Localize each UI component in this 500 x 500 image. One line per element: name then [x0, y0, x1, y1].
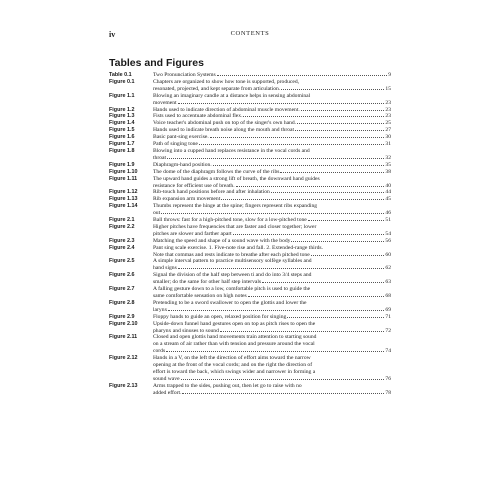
entry-text-line: pitches are slower and farther apart [153, 230, 232, 237]
toc-entry[interactable] [109, 383, 391, 397]
entry-page-number: 46 [385, 210, 391, 217]
entry-text-line: The dome of the diaphragm follows the curve of the ribs [153, 168, 280, 175]
dot-leader [167, 158, 384, 159]
toc-entry[interactable] [109, 245, 391, 259]
entry-caption [153, 203, 391, 217]
entry-page-number: 56 [385, 237, 391, 244]
entry-caption [153, 169, 391, 176]
toc-entry[interactable] [109, 224, 391, 238]
entry-caption [153, 224, 391, 238]
entry-text-line: Matching the speed and shape of a sound wave with the body [153, 237, 291, 244]
entry-label: Figure 2.8 [109, 299, 135, 306]
dot-leader [181, 379, 385, 380]
entry-label: Figure 2.4 [109, 244, 135, 251]
entry-label: Figure 1.9 [109, 161, 135, 168]
figures-list [109, 72, 391, 397]
entry-label: Figure 1.8 [109, 147, 135, 154]
entry-caption [153, 258, 391, 272]
entry-text-line: Rib-touch hand positions before and after inhalation [153, 189, 270, 196]
entry-text-line: Pretending to be a sword swallower to open the glottis and lower the [153, 299, 307, 306]
entry-caption [153, 314, 391, 321]
entry-caption [153, 238, 391, 245]
entry-page-number: 74 [385, 348, 391, 355]
entry-label: Figure 1.4 [109, 120, 135, 127]
entry-caption [153, 162, 391, 169]
toc-entry[interactable] [109, 127, 391, 134]
entry-caption [153, 272, 391, 286]
toc-entry[interactable] [109, 134, 391, 141]
toc-entry[interactable] [109, 238, 391, 245]
entry-caption [153, 334, 391, 355]
dot-leader [291, 241, 384, 242]
entry-label: Figure 2.13 [109, 382, 138, 389]
dot-leader [213, 165, 385, 166]
entry-text-line: opening at the front of the vocal cords; and on the right the direction of [153, 362, 313, 369]
entry-caption [153, 148, 391, 162]
entry-text-line: Basic pant-sing exercise. [153, 134, 209, 141]
entry-text-line: sound wave [153, 375, 180, 382]
entry-page-number: 30 [385, 134, 391, 141]
entry-text-line: Rib expansion arm movement [153, 196, 221, 203]
entry-text-line: Thumbs represent the hinge at the spine; fingers represent ribs expanding [153, 203, 318, 210]
entry-label: Figure 1.5 [109, 127, 135, 134]
entry-label: Figure 2.11 [109, 334, 138, 341]
dot-leader [311, 255, 385, 256]
entry-text-line: Note that commas and rests indicate to breathe after each pitched tone [153, 251, 310, 258]
entry-label: Figure 2.10 [109, 320, 138, 327]
entry-page-number: 71 [385, 313, 391, 320]
entry-text-line: Path of singing tone [153, 141, 198, 148]
toc-entry[interactable] [109, 286, 391, 300]
entry-page-number: 31 [385, 141, 391, 148]
entry-text-line: Blowing into a cupped hand replaces resistance in the vocal cords and [153, 147, 310, 154]
dot-leader [280, 172, 384, 173]
entry-page-number: 78 [385, 389, 391, 396]
entry-text-line: out [153, 210, 161, 217]
entry-text-line: Pant sing scale exercise. 1. Five-note rise and fall. 2. Extended-range thirds. [153, 244, 323, 251]
entry-label: Figure 2.12 [109, 355, 138, 362]
entry-label: Figure 2.5 [109, 258, 135, 265]
toc-entry[interactable] [109, 321, 391, 335]
entry-page-number: 69 [385, 306, 391, 313]
entry-label: Figure 2.3 [109, 237, 135, 244]
entry-text-line: larynx [153, 306, 168, 313]
entry-caption [153, 355, 391, 383]
entry-text-line: resistance for efficient use of breath. [153, 182, 235, 189]
page-header [109, 30, 391, 42]
entry-caption [153, 141, 391, 148]
dot-leader [297, 123, 384, 124]
entry-page-number: 54 [385, 230, 391, 237]
entry-page-number: 35 [385, 161, 391, 168]
entry-label: Figure 2.2 [109, 223, 135, 230]
entry-caption [153, 93, 391, 107]
dot-leader [220, 331, 385, 332]
toc-entry[interactable] [109, 107, 391, 114]
entry-page-number: 62 [385, 265, 391, 272]
entry-text-line: effort is toward the back, which swings wider and narrower in forming a [153, 368, 316, 375]
entry-page-number: 27 [385, 127, 391, 134]
toc-entry[interactable] [109, 258, 391, 272]
entry-text-line: throat [153, 154, 167, 161]
dot-leader [221, 199, 384, 200]
dot-leader [166, 351, 384, 352]
entry-caption [153, 72, 391, 79]
toc-entry[interactable] [109, 203, 391, 217]
entry-page-number: 25 [385, 120, 391, 127]
entry-page-number: 23 [385, 113, 391, 120]
entry-page-number: 44 [385, 189, 391, 196]
toc-entry[interactable] [109, 300, 391, 314]
dot-leader [178, 103, 385, 104]
entry-caption [153, 383, 391, 397]
entry-text-line: pharynx and sinuses to sound [153, 327, 219, 334]
entry-page-number: 76 [385, 375, 391, 382]
dot-leader [281, 89, 384, 90]
toc-entry[interactable] [109, 162, 391, 169]
entry-text-line: Floppy hands to guide an open, relaxed position for singing [153, 313, 287, 320]
toc-entry[interactable] [109, 72, 391, 79]
toc-entry[interactable] [109, 141, 391, 148]
dot-leader [161, 213, 384, 214]
entry-label: Figure 1.14 [109, 203, 138, 210]
entry-label: Figure 2.9 [109, 313, 135, 320]
dot-leader [233, 234, 385, 235]
entry-label: Figure 1.11 [109, 175, 138, 182]
dot-leader [210, 137, 385, 138]
entry-text-line: Chapters are organized to show how tone is supported, produced, [153, 78, 300, 85]
entry-label: Figure 1.1 [109, 92, 135, 99]
entry-text-line: Arms trapped to the sides, pushing out, then let go to raise with no [153, 382, 302, 389]
toc-entry[interactable] [109, 79, 391, 93]
page-number: iv [109, 30, 116, 39]
entry-label: Figure 1.12 [109, 189, 138, 196]
toc-entry[interactable] [109, 355, 391, 383]
dot-leader [262, 282, 384, 283]
dot-leader [182, 393, 384, 394]
entry-text-line: Blowing an imaginary candle at a distance helps in sensing abdominal [153, 92, 311, 99]
entry-caption [153, 189, 391, 196]
entry-caption [153, 217, 391, 224]
dot-leader [217, 75, 388, 76]
entry-page-number: 72 [385, 327, 391, 334]
entry-text-line: Higher pitches have frequencies that are faster and closer together; lower [153, 223, 317, 230]
dot-leader [199, 144, 385, 145]
toc-entry[interactable] [109, 169, 391, 176]
entry-caption [153, 245, 391, 259]
entry-caption [153, 120, 391, 127]
entry-page-number: 60 [385, 251, 391, 258]
entry-page-number: 68 [385, 293, 391, 299]
entry-label: Figure 2.6 [109, 272, 135, 279]
entry-caption [153, 321, 391, 335]
entry-text-line: Two Pronunciation Systems [153, 72, 216, 78]
entry-text-line: hand signs [153, 265, 177, 272]
entry-text-line: smaller; do the same for other half step intervals [153, 279, 262, 286]
section-title: Tables and Figures [109, 57, 204, 69]
entry-text-line: movement [153, 99, 177, 106]
entry-text-line: Diaphragm-hand position. [153, 161, 212, 168]
entry-label: Figure 1.3 [109, 113, 135, 120]
entry-text-line: Upside-down funnel hand gestures open on top as pitch rises to open the [153, 320, 316, 327]
dot-leader [168, 310, 384, 311]
dot-leader [248, 296, 385, 297]
dot-leader [178, 268, 385, 269]
entry-text-line: Closed and open glottis hand movements train attention to starting sound [153, 334, 317, 341]
entry-page-number: 51 [385, 217, 391, 224]
dot-leader [287, 317, 384, 318]
dot-leader [271, 192, 385, 193]
toc-entry[interactable] [109, 189, 391, 196]
entry-page-number: 38 [385, 168, 391, 175]
entry-page-number: 63 [385, 279, 391, 286]
entry-page-number: 15 [385, 85, 391, 92]
entry-label: Figure 2.7 [109, 286, 135, 293]
entry-page-number: 45 [385, 196, 391, 203]
toc-entry[interactable] [109, 314, 391, 321]
entry-caption [153, 300, 391, 314]
entry-label: Figure 0.1 [109, 78, 135, 85]
entry-text-line: cords [153, 348, 166, 355]
entry-text-line: Hands used to indicate direction of abdominal muscle movement. [153, 106, 300, 113]
entry-label: Figure 2.1 [109, 217, 135, 224]
entry-text-line: added effort. [153, 389, 182, 396]
entry-caption [153, 79, 391, 93]
toc-entry[interactable] [109, 120, 391, 127]
entry-page-number: 9 [388, 72, 391, 78]
running-head: CONTENTS [230, 30, 270, 37]
entry-text-line: same comfortable sensation on high notes [153, 293, 247, 299]
dot-leader [301, 110, 385, 111]
entry-page-number: 32 [385, 154, 391, 161]
entry-text-line: on a stream of air rather than with tension and pressure around the vocal [153, 341, 315, 348]
toc-entry[interactable] [109, 334, 391, 355]
entry-page-number: 23 [385, 99, 391, 106]
entry-text-line: Voice teacher's abdominal push on top of the singer's own hand. [153, 120, 297, 127]
entry-caption [153, 176, 391, 190]
entry-text-line: The upward hand guides a strong lift of breath, the downward hand guides [153, 175, 320, 182]
dot-leader [236, 186, 385, 187]
entry-text-line: A simple interval pattern to practice multisensory solfège syllables and [153, 258, 312, 265]
dot-leader [308, 220, 385, 221]
entry-text-line: A falling gesture down to a low, comfortable pitch is used to guide the [153, 286, 311, 293]
entry-caption [153, 286, 391, 300]
toc-entry[interactable] [109, 176, 391, 190]
dot-leader [295, 130, 384, 131]
toc-entry[interactable] [109, 217, 391, 224]
entry-label: Figure 1.10 [109, 168, 138, 175]
entry-text-line: Ball throws: fast for a high-pitched tone, slow for a low-pitched tone [153, 217, 307, 224]
entry-page-number: 40 [385, 182, 391, 189]
entry-label: Table 0.1 [109, 72, 132, 78]
toc-entry[interactable] [109, 93, 391, 107]
entry-caption [153, 127, 391, 134]
dot-leader [243, 116, 384, 117]
toc-entry[interactable] [109, 148, 391, 162]
entry-text-line: Hands used to indicate breath noise along the mouth and throat [153, 127, 295, 134]
toc-entry[interactable] [109, 272, 391, 286]
entry-text-line: Hands in a V, on the left the direction of effort aims toward the narrow [153, 355, 311, 362]
entry-page-number: 23 [385, 106, 391, 113]
entry-text-line: resonated, projected, and kept separate from articulation. [153, 85, 281, 92]
entry-text-line: Signal the division of the half step between ti and do into 3/4 steps and [153, 272, 312, 279]
entry-label: Figure 1.6 [109, 134, 135, 141]
entry-text-line: Fists used to accentuate abdominal flex. [153, 113, 243, 120]
entry-label: Figure 1.13 [109, 196, 138, 203]
entry-label: Figure 1.7 [109, 141, 135, 148]
entry-label: Figure 1.2 [109, 106, 135, 113]
